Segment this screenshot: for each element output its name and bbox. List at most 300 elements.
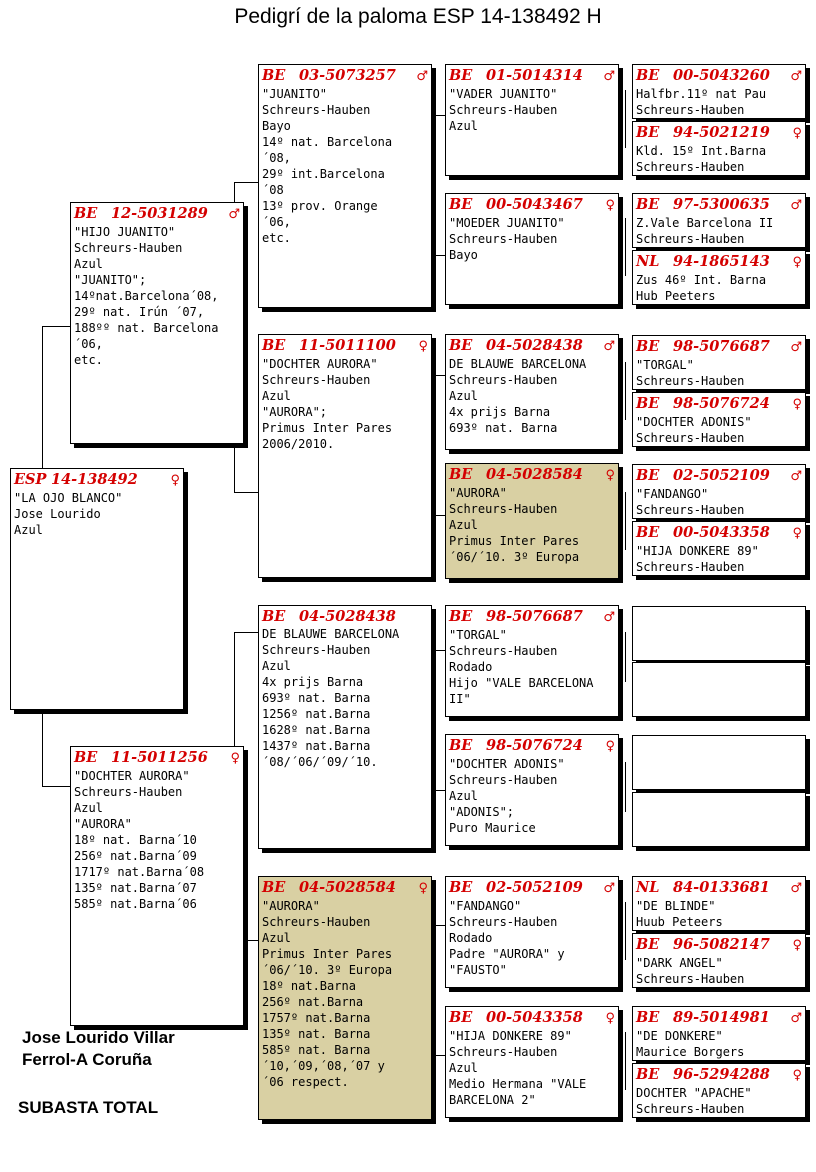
country-code: BE xyxy=(449,737,473,754)
ring-code: 96-5082147 xyxy=(673,936,770,953)
bird-info-line: Schreurs-Hauben xyxy=(449,232,558,246)
ring-number xyxy=(636,523,770,542)
ring-number xyxy=(636,935,770,954)
ring-number xyxy=(74,748,208,767)
ring-code: 02-5052109 xyxy=(486,879,583,896)
connector-g4-bottom xyxy=(435,1055,445,1056)
male-symbol-icon: ♂ xyxy=(790,469,802,484)
bird-card-gggg-6 xyxy=(632,392,806,447)
female-symbol-icon: ♀ xyxy=(605,198,615,213)
bird-info-line: Schreurs-Hauben xyxy=(262,103,371,117)
ring-code: 00-5043467 xyxy=(486,196,583,213)
page-title: Pedigrí de la paloma ESP 14-138492 H xyxy=(234,5,602,28)
bird-info-line: Kld. 15º Int.Barna xyxy=(636,144,767,158)
owner-location: Ferrol-A Coruña xyxy=(22,1050,152,1069)
auction-note: SUBASTA TOTAL xyxy=(18,1098,159,1117)
ring-code: 12-5031289 xyxy=(111,205,208,222)
female-symbol-icon: ♀ xyxy=(418,881,428,896)
male-symbol-icon: ♂ xyxy=(790,881,802,896)
ring-code: 94-1865143 xyxy=(673,253,770,270)
bird-info-line: "HIJA DONKERE 89" xyxy=(636,544,759,558)
ring-header xyxy=(262,607,428,626)
bird-info-line: ´10,´09,´08,´07 y xyxy=(262,1059,385,1073)
bird-info-line: 14ºnat.Barcelona´08, xyxy=(74,289,219,303)
ring-header xyxy=(449,336,615,356)
bird-info-line: ´06/´10. 3º Europa xyxy=(262,963,393,977)
female-symbol-icon: ♀ xyxy=(792,255,802,270)
bird-info-line: Schreurs-Hauben xyxy=(636,103,745,117)
ring-code: 00-5043260 xyxy=(673,67,770,84)
ring-number xyxy=(449,736,583,755)
country-code: BE xyxy=(262,67,286,84)
bird-info-line: Maurice Borgers xyxy=(636,1045,745,1059)
ring-header xyxy=(262,66,428,86)
bird-info-line: Schreurs-Hauben xyxy=(449,773,558,787)
ring-number xyxy=(74,204,208,223)
ring-header xyxy=(449,878,615,898)
bird-info-line: Puro Maurice xyxy=(449,821,536,835)
bird-card-gd-dam xyxy=(258,876,432,1120)
ring-header xyxy=(449,607,615,627)
bird-info-line: Padre "AURORA" y xyxy=(449,947,565,961)
ring-number xyxy=(636,394,770,413)
country-code: BE xyxy=(449,196,473,213)
country-code: BE xyxy=(636,395,660,412)
country-code: BE xyxy=(262,608,286,625)
female-symbol-icon: ♀ xyxy=(605,739,615,754)
bird-info-line: "DE BLINDE" xyxy=(636,899,716,913)
bird-info-line: "DARK ANGEL" xyxy=(636,956,723,970)
bird-info-line: 1717º nat.Barna´08 xyxy=(74,865,205,879)
male-symbol-icon: ♂ xyxy=(790,69,802,84)
bird-info-line: Schreurs-Hauben xyxy=(262,643,371,657)
ring-code: 04-5028438 xyxy=(486,337,583,354)
bird-info-line: 693º nat. Barna xyxy=(449,421,558,435)
country-code: BE xyxy=(636,1009,660,1026)
connector-main-top xyxy=(42,326,70,327)
bird-info-line: 2006/2010. xyxy=(262,437,335,451)
female-symbol-icon: ♀ xyxy=(170,473,180,488)
ring-header xyxy=(636,195,802,215)
bird-info-line: Zus 46º Int. Barna xyxy=(636,273,767,287)
country-code: BE xyxy=(636,1066,660,1083)
male-symbol-icon: ♂ xyxy=(603,339,615,354)
bird-info-line: Schreurs-Hauben xyxy=(636,972,745,986)
bird-info-line: Azul xyxy=(449,789,478,803)
bird-info-line: etc. xyxy=(74,353,103,367)
bird-info-line: Schreurs-Hauben xyxy=(262,373,371,387)
bird-info-line: Schreurs-Hauben xyxy=(636,374,745,388)
ring-header xyxy=(74,748,240,768)
ring-header xyxy=(636,66,802,86)
connector-gg1 xyxy=(625,90,626,148)
connector-g4-top xyxy=(435,925,445,926)
bird-card-gggg-4 xyxy=(632,250,806,305)
bird-info-line: Rodado xyxy=(449,931,493,945)
female-symbol-icon: ♀ xyxy=(792,938,802,953)
bird-info-line: "TORGAL" xyxy=(636,358,694,372)
bird-card-ggg-5 xyxy=(445,605,619,717)
ring-code: 98-5076724 xyxy=(486,737,583,754)
female-symbol-icon: ♀ xyxy=(792,397,802,412)
country-code: BE xyxy=(636,936,660,953)
bird-info-line: 4x prijs Barna xyxy=(449,405,551,419)
ring-number xyxy=(636,466,770,485)
male-symbol-icon: ♂ xyxy=(228,207,240,222)
bird-info-line: "HIJO JUANITO" xyxy=(74,225,176,239)
bird-info-line: Hijo "VALE BARCELONA xyxy=(449,676,594,690)
connector-g1-top xyxy=(435,115,445,116)
ring-number xyxy=(449,878,583,897)
bird-info-line: Bayo xyxy=(262,119,291,133)
female-symbol-icon: ♀ xyxy=(792,1068,802,1083)
ring-number xyxy=(262,66,396,85)
bird-info-line: 256º nat.Barna´09 xyxy=(74,849,197,863)
connector-p2-top xyxy=(234,632,258,633)
bird-info-line: Schreurs-Hauben xyxy=(74,785,183,799)
bird-info-line: Primus Inter Pares xyxy=(449,534,580,548)
country-code: BE xyxy=(262,337,286,354)
bird-info-line: ´08, xyxy=(262,151,291,165)
ring-code: 03-5073257 xyxy=(299,67,396,84)
bird-info-line: Azul xyxy=(74,257,103,271)
ring-header xyxy=(636,123,802,143)
bird-info-line: ´06, xyxy=(74,337,103,351)
female-symbol-icon: ♀ xyxy=(605,1011,615,1026)
bird-info-line: ´08/´06/´09/´10. xyxy=(262,755,378,769)
connector-g3 xyxy=(435,650,436,790)
ring-code: 02-5052109 xyxy=(673,467,770,484)
ring-code: 04-5028584 xyxy=(299,879,396,896)
ring-number xyxy=(636,337,770,356)
bird-info-line: 135º nat.Barna´07 xyxy=(74,881,197,895)
bird-info-line: Schreurs-Hauben xyxy=(636,232,745,246)
bird-info-line: "AURORA" xyxy=(449,486,507,500)
female-symbol-icon: ♀ xyxy=(792,126,802,141)
bird-card-gs-dam xyxy=(258,605,432,849)
bird-info-line: etc. xyxy=(262,231,291,245)
bird-info-line: "FANDANGO" xyxy=(449,899,522,913)
connector-gg4 xyxy=(625,492,626,550)
bird-info-line: Schreurs-Hauben xyxy=(449,103,558,117)
country-code: BE xyxy=(636,196,660,213)
ring-header xyxy=(636,878,802,898)
bird-card-gggg-1 xyxy=(632,64,806,119)
bird-info-line: Z.Vale Barcelona II xyxy=(636,216,774,230)
bird-card-gggg-15 xyxy=(632,1006,806,1061)
connector-gg8 xyxy=(625,1032,626,1090)
bird-info-line: 135º nat. Barna xyxy=(262,1027,371,1041)
bird-info-line: 18º nat.Barna xyxy=(262,979,356,993)
ring-code: 11-5011256 xyxy=(111,749,208,766)
country-code: BE xyxy=(262,879,286,896)
bird-card-ggg-2 xyxy=(445,193,619,305)
bird-card-gd-sire xyxy=(258,334,432,578)
bird-info-line: 693º nat. Barna xyxy=(262,691,371,705)
ring-header xyxy=(262,336,428,356)
country-code: BE xyxy=(449,1009,473,1026)
bird-info-line: "JUANITO"; xyxy=(74,273,147,287)
bird-card-gggg-7 xyxy=(632,464,806,519)
bird-info-line: Schreurs-Hauben xyxy=(636,503,745,517)
ring-number xyxy=(636,66,770,85)
country-code: BE xyxy=(636,524,660,541)
bird-info-line: 256º nat.Barna xyxy=(262,995,364,1009)
bird-info-line: 18º nat. Barna´10 xyxy=(74,833,197,847)
bird-card-gs-sire xyxy=(258,64,432,308)
bird-card-gggg-14 xyxy=(632,933,806,988)
ring-code: 01-5014314 xyxy=(486,67,583,84)
ring-header xyxy=(449,1008,615,1028)
bird-card-ggg-8 xyxy=(445,1006,619,1118)
bird-info-line: Schreurs-Hauben xyxy=(636,1102,745,1116)
bird-info-line: Bayo xyxy=(449,248,478,262)
bird-card-gggg-16 xyxy=(632,1063,806,1118)
ring-number xyxy=(449,1008,583,1027)
bird-card-gggg-2 xyxy=(632,121,806,176)
connector-g2-bottom xyxy=(435,515,445,516)
bird-info-line: ´06, xyxy=(262,215,291,229)
connector-gg3 xyxy=(625,362,626,420)
bird-info-line: Schreurs-Hauben xyxy=(636,160,745,174)
connector-p1-top xyxy=(234,182,258,183)
bird-info-line: "DOCHTER AURORA" xyxy=(262,357,378,371)
bird-info-line: Rodado xyxy=(449,660,493,674)
ring-code: 04-5028438 xyxy=(299,608,396,625)
connector-p1-bottom xyxy=(234,492,258,493)
bird-info-line: DE BLAUWE BARCELONA xyxy=(449,357,587,371)
bird-info-line: Azul xyxy=(449,1061,478,1075)
bird-card-gggg-5 xyxy=(632,335,806,390)
bird-info-line: "JUANITO" xyxy=(262,87,328,101)
bird-info-line: "AURORA"; xyxy=(262,405,328,419)
bird-info-line: "LA OJO BLANCO" xyxy=(14,491,123,505)
bird-info-line: Schreurs-Hauben xyxy=(449,644,558,658)
ring-header xyxy=(636,394,802,414)
ring-number xyxy=(449,336,583,355)
bird-info-line: 14º nat. Barcelona xyxy=(262,135,393,149)
ring-number xyxy=(636,878,770,897)
ring-code: 84-0133681 xyxy=(673,879,770,896)
bird-info-line: 1256º nat.Barna xyxy=(262,707,371,721)
bird-info-line: Schreurs-Hauben xyxy=(449,915,558,929)
bird-info-line: "DE DONKERE" xyxy=(636,1029,723,1043)
bird-info-line: 29º int.Barcelona xyxy=(262,167,385,181)
ring-header xyxy=(74,204,240,224)
ring-header xyxy=(14,470,180,490)
ring-header xyxy=(449,736,615,756)
bird-info-line: 1757º nat.Barna xyxy=(262,1011,371,1025)
bird-info-line: Azul xyxy=(262,389,291,403)
female-symbol-icon: ♀ xyxy=(418,339,428,354)
bird-card-ggg-6 xyxy=(445,734,619,846)
ring-number xyxy=(449,465,583,484)
bird-card-ggg-3 xyxy=(445,334,619,450)
connector-gg5 xyxy=(625,632,626,682)
bird-info-line: "AURORA" xyxy=(262,899,320,913)
ring-header xyxy=(449,465,615,485)
ring-number xyxy=(262,878,396,897)
bird-info-line: 29º nat. Irún ´07, xyxy=(74,305,205,319)
bird-info-line: ´06/´10. 3º Europa xyxy=(449,550,580,564)
ring-header xyxy=(636,1008,802,1028)
ring-code: 11-5011100 xyxy=(299,337,396,354)
bird-info-line: 585º nat. Barna xyxy=(262,1043,371,1057)
bird-info-line: Azul xyxy=(74,801,103,815)
connector-gg7 xyxy=(625,902,626,960)
bird-info-line: Halfbr.11º nat Pau xyxy=(636,87,767,101)
bird-card-gggg-9 xyxy=(632,606,806,661)
bird-info-line: Schreurs-Hauben xyxy=(636,431,745,445)
country-code: BE xyxy=(636,467,660,484)
country-code: BE xyxy=(636,67,660,84)
bird-info-line: "FANDANGO" xyxy=(636,487,709,501)
country-code: BE xyxy=(449,466,473,483)
bird-info-line: 585º nat.Barna´06 xyxy=(74,897,197,911)
bird-info-line: "FAUSTO" xyxy=(449,963,507,977)
country-code: NL xyxy=(636,879,660,896)
male-symbol-icon: ♂ xyxy=(603,610,615,625)
ring-code: 04-5028584 xyxy=(486,466,583,483)
bird-info-line: Schreurs-Hauben xyxy=(449,502,558,516)
connector-g3-bottom xyxy=(435,790,445,791)
connector-gg2 xyxy=(625,218,626,276)
male-symbol-icon: ♂ xyxy=(416,69,428,84)
bird-info-line: "ADONIS"; xyxy=(449,805,515,819)
bird-info-line: 1628º nat.Barna xyxy=(262,723,371,737)
female-symbol-icon: ♀ xyxy=(605,468,615,483)
ring-number xyxy=(262,336,396,355)
male-symbol-icon: ♂ xyxy=(603,69,615,84)
bird-card-gggg-3 xyxy=(632,193,806,248)
male-symbol-icon: ♂ xyxy=(790,1011,802,1026)
bird-info-line: II" xyxy=(449,692,471,706)
ring-code: 98-5076687 xyxy=(673,338,770,355)
ring-number xyxy=(449,195,583,214)
bird-info-line: Primus Inter Pares xyxy=(262,421,393,435)
female-symbol-icon: ♀ xyxy=(230,751,240,766)
bird-info-line: DE BLAUWE BARCELONA xyxy=(262,627,400,641)
ring-header xyxy=(636,337,802,357)
bird-info-line: "DOCHTER AURORA" xyxy=(74,769,190,783)
bird-info-line: Primus Inter Pares xyxy=(262,947,393,961)
ring-header xyxy=(636,466,802,486)
bird-info-line: Huub Peteers xyxy=(636,915,723,929)
country-code: BE xyxy=(449,608,473,625)
bird-info-line: 4x prijs Barna xyxy=(262,675,364,689)
bird-card-gggg-10 xyxy=(632,662,806,717)
ring-number xyxy=(636,252,770,271)
ring-number xyxy=(14,470,138,489)
country-code: BE xyxy=(449,67,473,84)
ring-number xyxy=(636,1008,770,1027)
male-symbol-icon: ♂ xyxy=(603,881,615,896)
owner-name: Jose Lourido Villar xyxy=(22,1028,175,1047)
ring-number xyxy=(449,607,583,626)
bird-info-line: Schreurs-Hauben xyxy=(449,1045,558,1059)
ring-code: 98-5076687 xyxy=(486,608,583,625)
ring-header xyxy=(636,523,802,543)
bird-card-dam xyxy=(70,746,244,1026)
ring-number xyxy=(262,607,396,626)
bird-card-ggg-7 xyxy=(445,876,619,988)
ring-header xyxy=(449,195,615,215)
ring-header xyxy=(636,1065,802,1085)
country-code: BE xyxy=(449,337,473,354)
connector-g2-top xyxy=(435,375,445,376)
country-code: BE xyxy=(449,879,473,896)
ring-code: 00-5043358 xyxy=(673,524,770,541)
ring-number xyxy=(636,1065,770,1084)
connector-g4 xyxy=(435,925,436,1055)
ring-code: 98-5076724 xyxy=(673,395,770,412)
bird-info-line: Azul xyxy=(262,659,291,673)
bird-info-line: Schreurs-Hauben xyxy=(262,915,371,929)
bird-info-line: Schreurs-Hauben xyxy=(74,241,183,255)
connector-g1 xyxy=(435,115,436,255)
bird-info-line: Azul xyxy=(14,523,43,537)
bird-info-line: Medio Hermana "VALE xyxy=(449,1077,587,1091)
bird-info-line: "VADER JUANITO" xyxy=(449,87,558,101)
bird-card-ggg-4 xyxy=(445,463,619,579)
bird-info-line: Schreurs-Hauben xyxy=(636,560,745,574)
connector-g3-top xyxy=(435,650,445,651)
bird-card-gggg-11 xyxy=(632,735,806,790)
bird-info-line: 13º prov. Orange xyxy=(262,199,378,213)
ring-code: 97-5300635 xyxy=(673,196,770,213)
male-symbol-icon: ♂ xyxy=(790,340,802,355)
bird-card-ggg-1 xyxy=(445,64,619,176)
bird-info-line: Azul xyxy=(449,119,478,133)
bird-info-line: Azul xyxy=(449,389,478,403)
bird-info-line: "DOCHTER ADONIS" xyxy=(449,757,565,771)
connector-g2 xyxy=(435,375,436,515)
ring-number xyxy=(636,195,770,214)
bird-card-gggg-12 xyxy=(632,792,806,847)
country-code: BE xyxy=(74,749,98,766)
ring-number xyxy=(449,66,583,85)
bird-info-line: "MOEDER JUANITO" xyxy=(449,216,565,230)
bird-card-sire xyxy=(70,202,244,444)
ring-code: 89-5014981 xyxy=(673,1009,770,1026)
ring-code: 14-138492 xyxy=(51,471,138,488)
ring-header xyxy=(449,66,615,86)
bird-info-line: "HIJA DONKERE 89" xyxy=(449,1029,572,1043)
country-code: BE xyxy=(636,338,660,355)
bird-info-line: Azul xyxy=(449,518,478,532)
ring-code: 96-5294288 xyxy=(673,1066,770,1083)
bird-info-line: "DOCHTER ADONIS" xyxy=(636,415,752,429)
ring-code: 94-5021219 xyxy=(673,124,770,141)
ring-header xyxy=(262,878,428,898)
bird-info-line: Azul xyxy=(262,931,291,945)
country-code: ESP xyxy=(14,471,47,488)
male-symbol-icon: ♂ xyxy=(790,198,802,213)
bird-card-main xyxy=(10,468,184,710)
bird-info-line: ´08 xyxy=(262,183,284,197)
ring-number xyxy=(636,123,770,142)
bird-info-line: ´06 respect. xyxy=(262,1075,349,1089)
female-symbol-icon: ♀ xyxy=(792,526,802,541)
country-code: BE xyxy=(636,124,660,141)
bird-info-line: DOCHTER "APACHE" xyxy=(636,1086,752,1100)
bird-card-gggg-13 xyxy=(632,876,806,931)
country-code: NL xyxy=(636,253,660,270)
bird-info-line: 1437º nat.Barna xyxy=(262,739,371,753)
connector-gg6 xyxy=(625,762,626,812)
bird-info-line: Jose Lourido xyxy=(14,507,101,521)
ring-header xyxy=(636,935,802,955)
